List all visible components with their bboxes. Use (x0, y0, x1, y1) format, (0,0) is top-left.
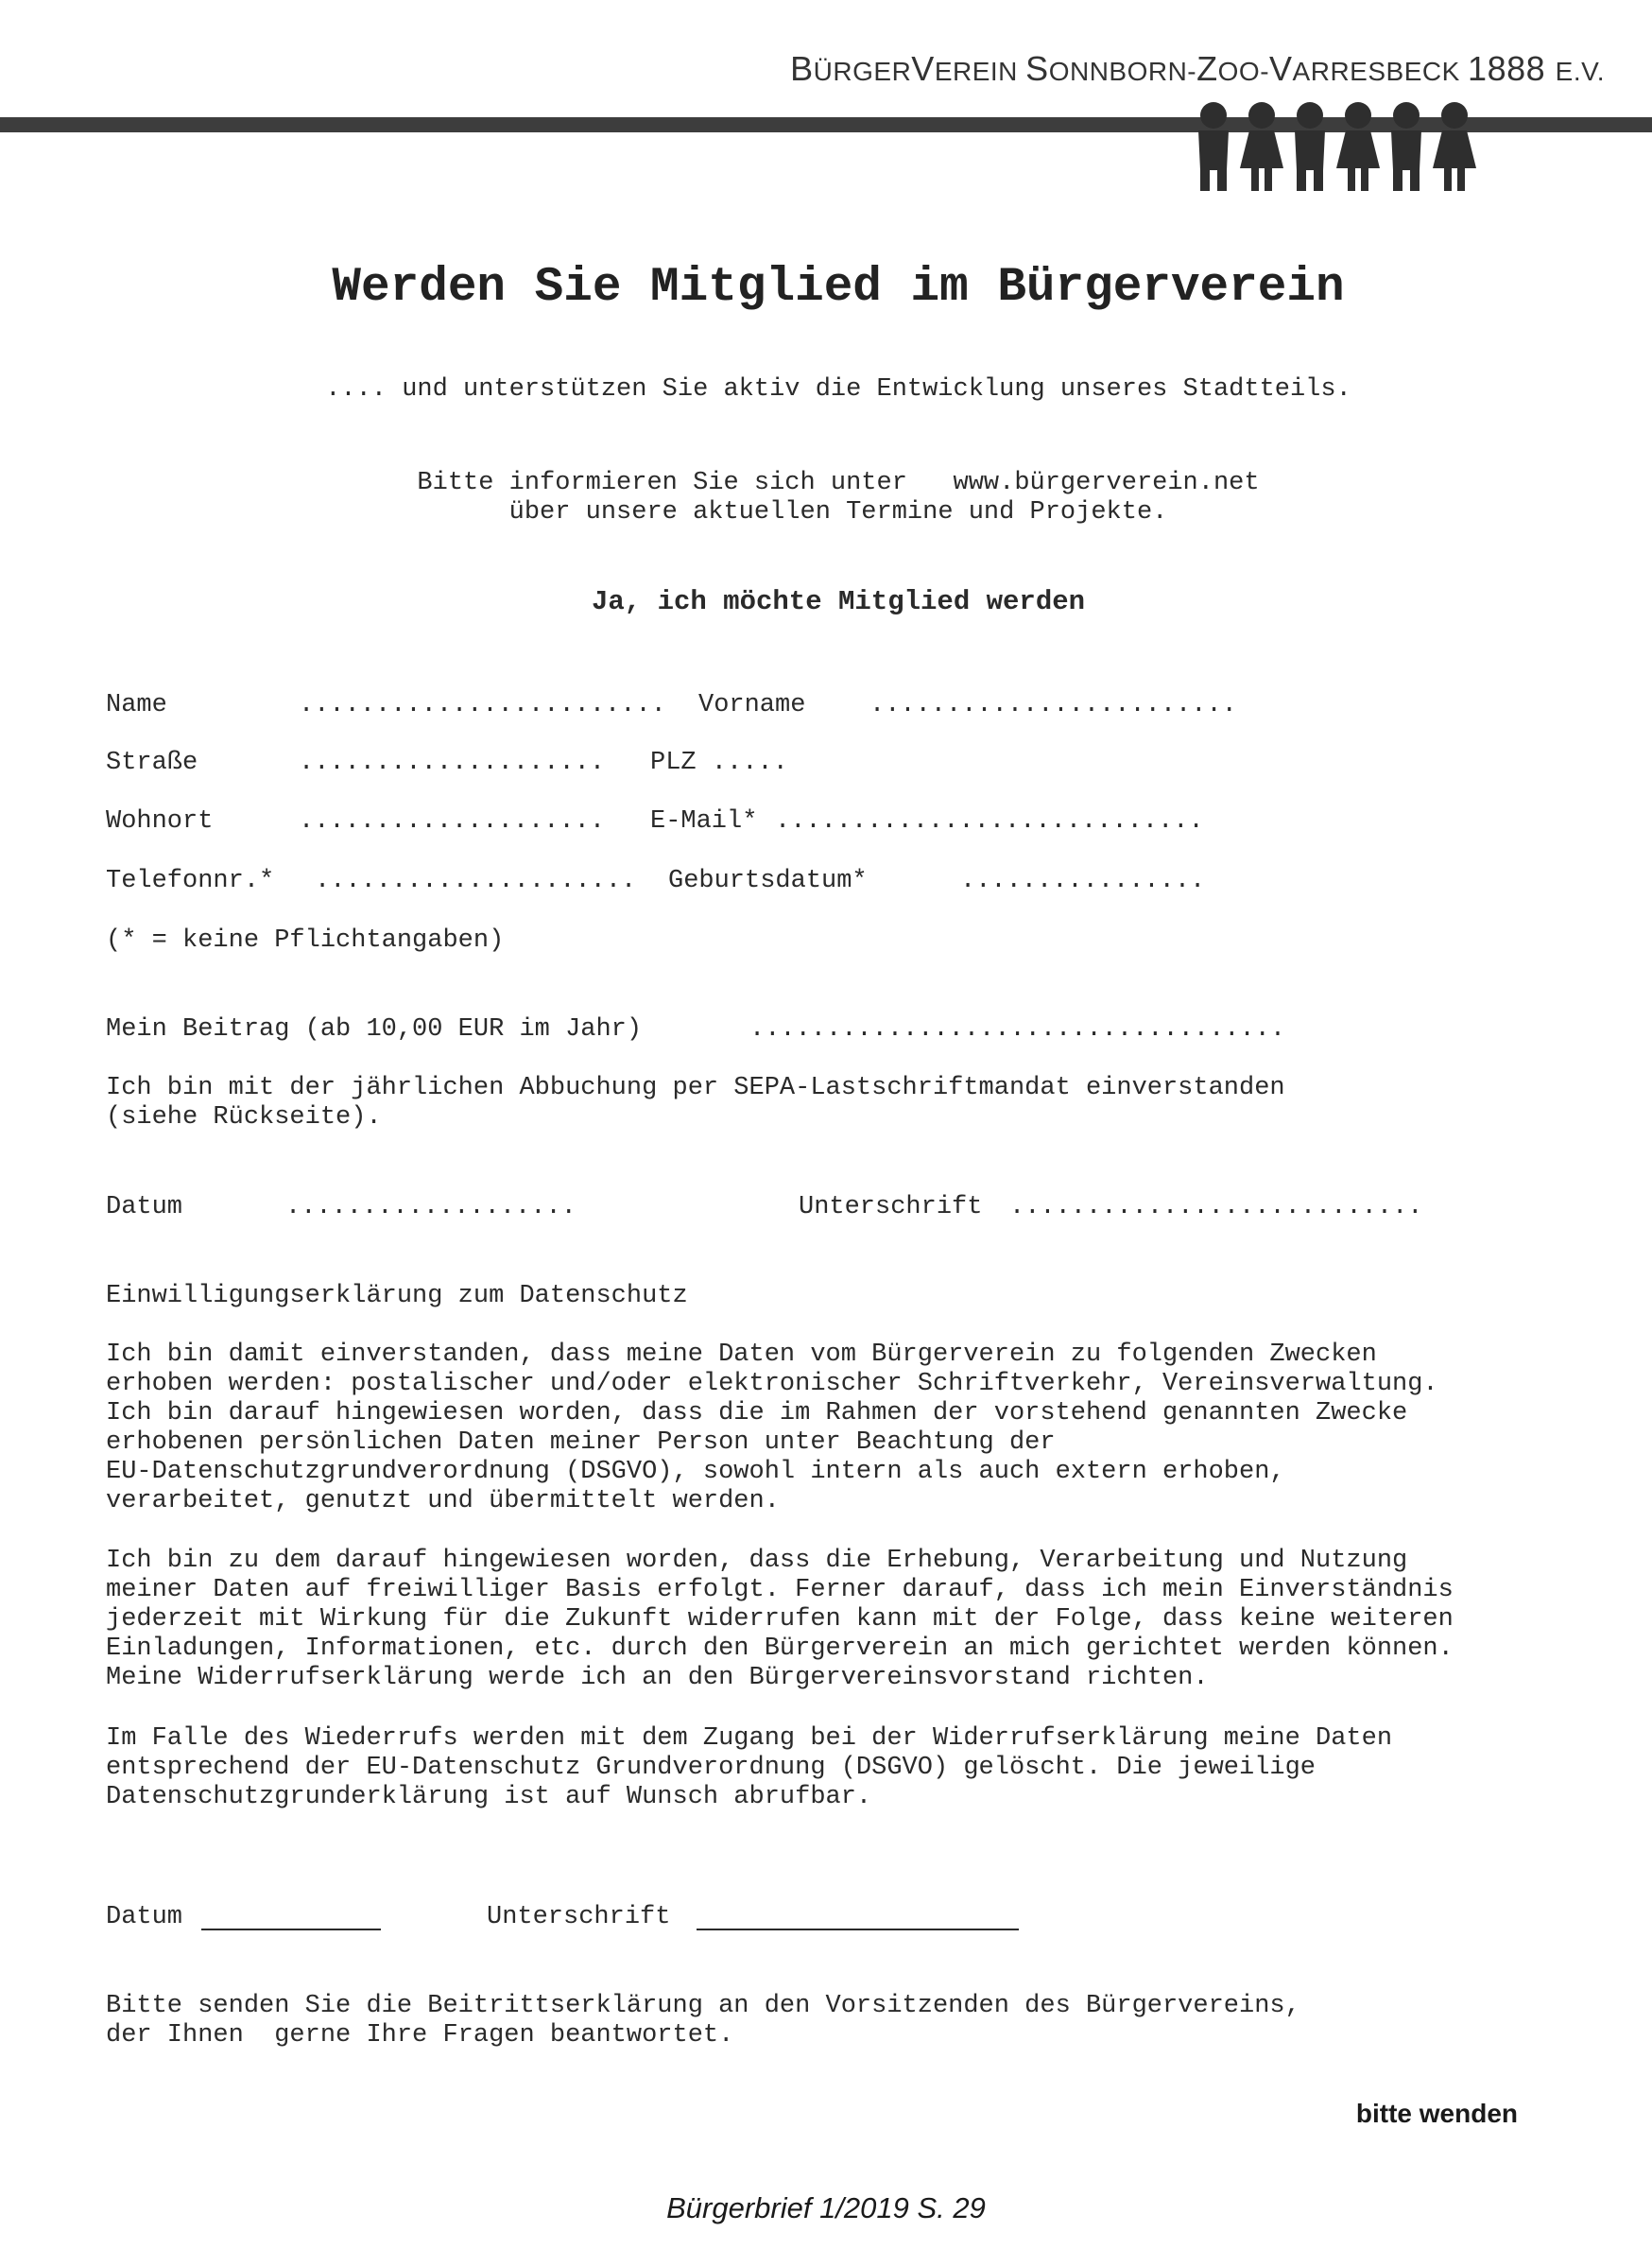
privacy-unterschrift-line[interactable] (697, 1929, 1019, 1930)
name-field[interactable]: ........................ (299, 691, 666, 719)
page-title: Werden Sie Mitglied im Bürgerverein (332, 261, 1345, 315)
sepa-consent-line1: Ich bin mit der jährlichen Abbuchung per SEPA-Lastschriftmandat einverstanden (106, 1074, 1285, 1102)
plz-field[interactable]: PLZ ..... (650, 749, 788, 777)
people-silhouettes-logo (1193, 100, 1476, 191)
email-field[interactable]: ............................ (775, 807, 1204, 836)
geburtsdatum-field[interactable]: ................ (960, 867, 1206, 895)
wohnort-label: Wohnort (106, 807, 214, 836)
telefon-field[interactable]: ..................... (315, 867, 637, 895)
organization-title: BÜRGERVEREIN SONNBORN-ZOO-VARRESBECK 1888 E.V. (790, 49, 1605, 88)
privacy-datum-line[interactable] (201, 1929, 381, 1930)
wohnort-field[interactable]: .................... (299, 807, 606, 836)
name-label: Name (106, 691, 167, 719)
page-footer: Bürgerbrief 1/2019 S. 29 (666, 2191, 986, 2224)
info-line-website: Bitte informieren Sie sich unter www.bürgerverein.net (417, 469, 1260, 497)
sepa-consent-line2: (siehe Rückseite). (106, 1103, 382, 1132)
unterschrift-label: Unterschrift (799, 1193, 983, 1221)
organization-suffix: E.V. (1555, 57, 1605, 86)
unterschrift-field[interactable]: ........................... (1009, 1193, 1423, 1221)
strasse-label: Straße (106, 749, 198, 777)
privacy-unterschrift-label: Unterschrift (487, 1903, 671, 1931)
datum-field[interactable]: ................... (285, 1193, 576, 1221)
strasse-field[interactable]: .................... (299, 749, 606, 777)
telefon-label: Telefonnr.* (106, 867, 275, 895)
beitrag-label: Mein Beitrag (ab 10,00 EUR im Jahr) (106, 1015, 643, 1044)
info-line-events: über unsere aktuellen Termine und Projekte. (508, 498, 1168, 527)
geburtsdatum-label: Geburtsdatum* (668, 867, 868, 895)
membership-subheading: Ja, ich möchte Mitglied werden (591, 586, 1086, 617)
email-label: E-Mail* (650, 807, 758, 836)
privacy-datum-label: Datum (106, 1903, 183, 1931)
beitrag-field[interactable]: ................................... (749, 1015, 1286, 1044)
please-turn-over: bitte wenden (1355, 2099, 1518, 2128)
organization-year: 1888 (1468, 49, 1546, 88)
intro-text: .... und unterstützen Sie aktiv die Entwicklung unseres Stadtteils. (325, 375, 1351, 404)
closing-line1: Bitte senden Sie die Beitrittserklärung an den Vorsitzenden des Bürgervereins, (106, 1992, 1300, 2020)
optional-note: (* = keine Pflichtangaben) (106, 926, 505, 955)
vorname-label: Vorname (698, 691, 806, 719)
privacy-heading: Einwilligungserklärung zum Datenschutz (106, 1282, 688, 1310)
closing-line2: der Ihnen gerne Ihre Fragen beantwortet. (106, 2021, 734, 2050)
datum-label: Datum (106, 1193, 183, 1221)
vorname-field[interactable]: ........................ (869, 691, 1237, 719)
